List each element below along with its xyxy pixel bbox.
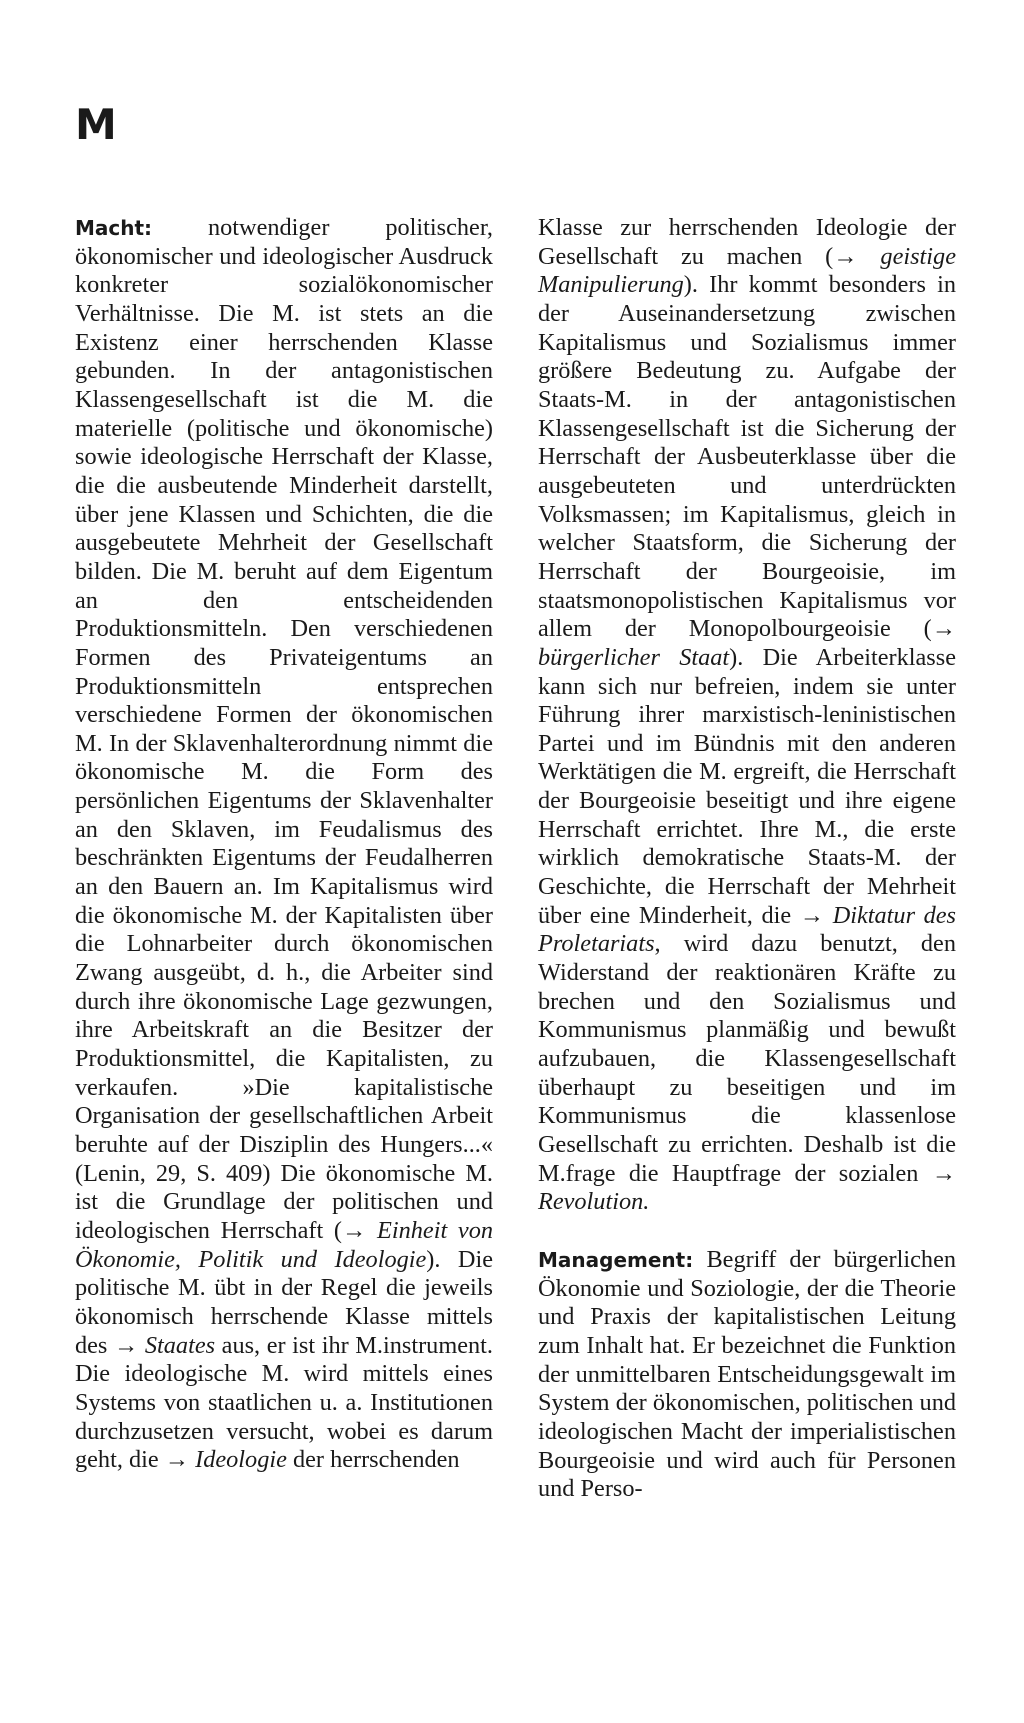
cross-reference-link[interactable]: bürgerlicher Staat bbox=[538, 643, 730, 671]
cross-reference-link[interactable]: Diktatur des Proletariats bbox=[538, 901, 957, 958]
entry-text: Begriff der bürgerlichen Ökonomie und Soziologie, der die Theorie und Praxis der kapitalistischen Leitung zum Inhalt hat. Er bezeichnet die Funktion der unmittelbaren Entscheidungsgewalt im System der ökonomischen, politischen und ideologischen Macht der imperialistischen Bourgeoisie und wird auch für Personen und Perso- bbox=[538, 1245, 956, 1503]
entry-term-macht: Macht: bbox=[75, 216, 153, 240]
entry-text: ). Ihr kommt besonders in der Auseinandersetzung zwischen Kapitalismus und Sozialismus immer größere Bedeutung zu. Aufgabe der Staats-M. in der antagonistischen Klassengesellschaft ist die Sicherung der Herrschaft der Ausbeuterklasse über die ausgebeuteten und unterdrückten Volksmassen; im Kapitalismus, gleich in welcher Staatsform, die Sicherung der Herrschaft der Bourgeoisie, im staatsmonopolistischen Kapitalismus vor allem der Monopolbourgeoisie ( bbox=[538, 271, 956, 643]
cross-reference-link[interactable]: Staates bbox=[144, 1331, 216, 1359]
cross-reference-link[interactable]: Ideologie bbox=[195, 1446, 287, 1474]
cross-reference-link[interactable]: Revolution. bbox=[538, 1188, 650, 1216]
entry-text: Klasse zur herrschenden Ideologie der Gesellschaft zu machen ( bbox=[538, 214, 956, 270]
arrow-icon: → bbox=[931, 1159, 956, 1187]
section-letter: M bbox=[75, 100, 115, 149]
entry-text: ). Die Arbeiterklasse kann sich nur befreien, indem sie unter Führung ihrer marxistisch-leninistischen Partei und im Bündnis mit den anderen Werktätigen die M. ergreift, die Herrschaft der Bourgeoisie beseitigt und ihre eigene Herrschaft errichtet. Ihre M., die erste wirklich demokratische Staats-M. der Geschichte, die Herrschaft der Mehrheit über eine Minderheit, die bbox=[538, 643, 956, 929]
arrow-icon: → bbox=[113, 1331, 139, 1359]
arrow-icon: → bbox=[342, 1216, 367, 1244]
arrow-icon: → bbox=[833, 242, 858, 270]
entry-macht-continued bbox=[538, 214, 956, 1217]
entry-text: notwendiger politischer, ökonomischer und ideologischer Ausdruck konkreter sozialökonomischer Verhältnisse. Die M. ist stets an die Existenz einer herrschenden Klasse gebunden. In der antagonistischen Klassengesellschaft ist die M. die materielle (politische und ökonomische) sowie ideologische Herrschaft der Klasse, die die ausbeutende Minderheit darstellt, über jene Klassen und Schichten, die die ausgebeutete Mehrheit der Gesellschaft bilden. Die M. beruht auf dem Eigentum an den entscheidenden Produktionsmitteln. Den verschiedenen Formen des Privateigentums an Produktionsmitteln entsprechen verschiedene Formen der ökonomischen M. In der Sklavenhalterordnung nimmt die ökonomische M. die Form des persönlichen Eigentums der Sklavenhalter an den Sklaven, im Feudalismus des beschränkten Eigentums der Feudalherren an den Bauern an. Im Kapitalismus wird die ökonomische M. der Kapitalisten über die Lohnarbeiter durch ökonomischen Zwang ausgeübt, d. h., die Arbeiter sind durch ihre ökonomische Lage gezwungen, ihre Arbeitskraft an die Besitzer der Produktionsmittel, die Kapitalisten, zu verkaufen. »Die kapitalistische Organisation der gesellschaftlichen Arbeit beruhte auf der Disziplin des Hungers...« (Lenin, 29, S. 409) Die ökonomische M. ist die Grundlage der politischen und ideologischen Herrschaft ( bbox=[75, 214, 494, 1244]
right-column bbox=[538, 214, 956, 1533]
entry-text: der herrschenden bbox=[292, 1446, 460, 1474]
entry-term-management: Management: bbox=[538, 1247, 694, 1272]
entry-text: aus, er ist ihr M.instrument. Die ideologische M. wird mittels eines Systems von staatlichen u. a. Institutionen durchzusetzen versucht, wobei es darum geht, die bbox=[75, 1331, 493, 1474]
arrow-icon: → bbox=[164, 1446, 190, 1474]
arrow-icon: → bbox=[931, 615, 956, 643]
entry-text: , wird dazu benutzt, den Widerstand der reaktionären Kräfte zu brechen und den Sozialismus und Kommunismus planmäßig und bewußt aufzubauen, die Klassengesellschaft überhaupt zu beseitigen und im Kommunismus die klassenlose Gesellschaft zu errichten. Deshalb ist die M.frage die Hauptfrage der sozialen bbox=[538, 930, 956, 1187]
entry-macht bbox=[75, 214, 493, 1475]
arrow-icon: → bbox=[799, 901, 825, 929]
entry-text: ). Die politische M. übt in der Regel die jeweils ökonomisch herrschende Klasse mittels des bbox=[75, 1245, 493, 1359]
cross-reference-link[interactable]: Einheit von Ökonomie, Politik und Ideologie bbox=[75, 1216, 493, 1273]
entry-management bbox=[538, 1246, 956, 1504]
cross-reference-link[interactable]: geistige Manipulierung bbox=[538, 242, 956, 299]
left-column bbox=[75, 214, 493, 1504]
